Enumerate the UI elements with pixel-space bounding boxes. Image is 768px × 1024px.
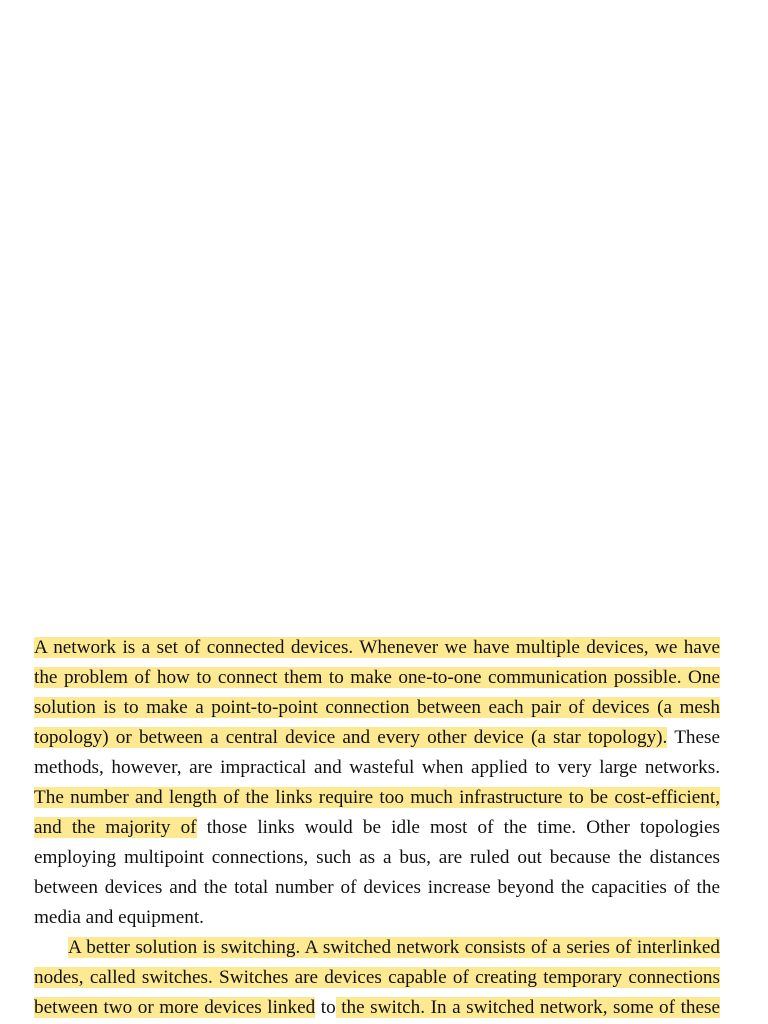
- text-line: [34, 753, 720, 783]
- text-line: [34, 633, 720, 663]
- plain-text: those links would be idle most of the time. Other topologies: [196, 817, 721, 838]
- plain-text: between devices and the total number of devices increase beyond the capacities of the: [34, 877, 720, 898]
- plain-text: media and equipment.: [34, 907, 204, 928]
- paragraph-1: [34, 633, 720, 933]
- highlighted-text: between two or more devices linked: [34, 997, 316, 1018]
- highlighted-text: the switch. In a switched network, some of these: [335, 997, 720, 1018]
- text-line: [34, 813, 720, 843]
- highlighted-text: and the majority of: [34, 817, 197, 838]
- document-text: [34, 633, 720, 1023]
- highlighted-text: The number and length of the links require too much infrastructure to be cost-efficient,: [34, 787, 720, 808]
- text-line: [34, 723, 720, 753]
- highlighted-text: solution is to make a point-to-point connection between each pair of devices (a mesh: [34, 697, 720, 718]
- plain-text: employing multipoint connections, such as a bus, are ruled out because the distances: [34, 847, 720, 868]
- text-line: [34, 783, 720, 813]
- paragraph-2: [34, 933, 720, 1023]
- highlighted-text: A better solution is switching. A switched network consists of a series of interlinked: [68, 937, 720, 958]
- highlighted-text: nodes, called switches. Switches are devices capable of creating temporary connections: [34, 967, 720, 988]
- text-line: [34, 843, 720, 873]
- highlighted-text: the problem of how to connect them to make one-to-one communication possible. One: [34, 667, 720, 688]
- highlighted-text: topology) or between a central device and every other device (a star topology).: [34, 727, 668, 748]
- text-line: [34, 963, 720, 993]
- text-line: [34, 903, 720, 933]
- highlighted-text: A network is a set of connected devices. Whenever we have multiple devices, we have: [34, 637, 720, 658]
- plain-text: These: [667, 727, 721, 748]
- plain-text: methods, however, are impractical and wasteful when applied to very large networks.: [34, 757, 720, 778]
- plain-text: to: [315, 997, 336, 1018]
- text-line: [34, 873, 720, 903]
- text-line: [34, 693, 720, 723]
- text-line: [34, 993, 720, 1023]
- text-line: [34, 663, 720, 693]
- text-line: [34, 933, 720, 963]
